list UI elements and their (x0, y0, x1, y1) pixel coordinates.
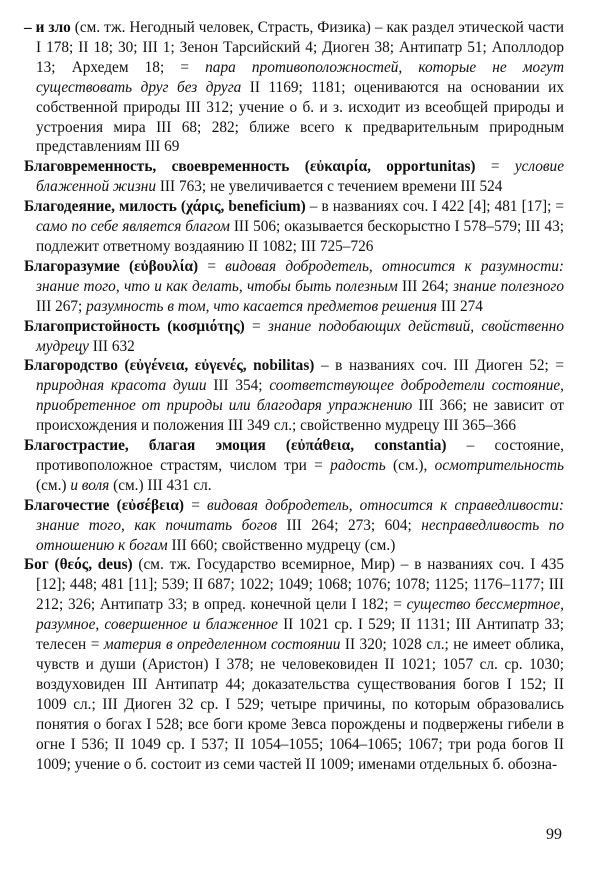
entry-text: II 1169; 1181; оцениваются на основании их собственной природы III 312; учение о б. и з. исходит из всеобщей природы и устроения мира III 68; 282; ближе всего к предварительным природным представлениям III 69 (36, 78, 564, 156)
entry-definition-italic: и воля (70, 476, 110, 494)
entry-definition-italic: соответствующее добродетели состояние, приобретенное от природы или благодаря упражнению (36, 377, 564, 415)
entry-text: III 366; не зависит от происхождения и положения III 349 сл.; свойственно мудрецу III 365–366 (36, 397, 564, 435)
entry-text: III 264; 273; 604; (277, 516, 422, 534)
entry-definition-italic: знание подобающих действий, свойственно мудрецу (36, 317, 564, 355)
entry-text: (см. тж. Государство всемирное, Мир) – в названиях соч. I 435 [12]; 448; 481 [11]; 539; II 687; 1022; 1049; 1068; 1076; 1078; 1125; 1176–1177; III 212; 326; Антипатр 33; в опред. конечной цели I 182; = (36, 556, 565, 614)
entry-definition-italic: радость (330, 456, 386, 474)
entry-headword: – и зло (24, 19, 71, 36)
entry-headword: Благострастие, благая эмоция (εὐπάθεια, constantia) (24, 437, 447, 455)
entry-definition-italic: разумность в том, что касается предметов решения (86, 297, 438, 315)
entry-definition-italic: материя в определенном состоянии (103, 636, 341, 654)
page-number: 99 (546, 826, 562, 843)
entry-headword: Благочестие (εὐσέβεια) (24, 496, 185, 514)
entry-definition-italic: существо бессмертное, разумное, совершенное и блаженное (36, 596, 564, 634)
entry-text: (см.) (36, 476, 71, 494)
dictionary-entry (24, 555, 564, 774)
entry-text: = (198, 257, 226, 275)
entry-text: III 354; (206, 377, 270, 395)
entry-text: III 660; свойственно мудрецу (см.) (167, 536, 396, 554)
entry-definition-italic: видовая добродетель, относится к разумности: знание того, что и как делать, чтобы быть полезным (36, 257, 564, 295)
entry-text: III 632 (88, 337, 135, 355)
dictionary-entry (24, 18, 564, 157)
entry-definition-italic: знание полезного (453, 277, 564, 295)
entry-headword: Благопристойность (κοσμιότης) (24, 317, 245, 335)
entry-text: = (475, 158, 515, 176)
entries-list (24, 18, 564, 774)
entry-text: III 506; оказывается бескорыстно I 578–579; III 43; подлежит ответному воздаянию II 1082; III 725–726 (36, 218, 564, 255)
entry-text: = (244, 317, 268, 335)
entry-definition-italic: само по себе является благом (36, 218, 230, 236)
entry-text: (см. тж. Негодный человек, Страсть, Физика) – как раздел этической части I 178; II 18; 30; III 1; Зенон Тарсийский 4; Диоген 38; Антипатр 51; Аполлодор 13; Архедем 18; = (36, 19, 564, 76)
entry-headword: Благоразумие (εὐβουλία) (24, 257, 199, 275)
entry-text: – состояние, противоположное страстям, числом три = (36, 437, 564, 474)
entry-text: (см.), (385, 456, 435, 474)
entry-definition-italic: видовая добродетель, относится к справедливости: знание того, как почитать богов (36, 496, 564, 534)
entry-text: III 264; (397, 277, 454, 295)
entry-definition-italic: пара противоположностей, которые не могут существовать друг без друга (36, 58, 565, 96)
entry-definition-italic: природная красота души (36, 377, 207, 395)
dictionary-entry (24, 157, 564, 197)
entry-text: III 267; (36, 297, 87, 315)
entry-headword: Благовременность, своевременность (εὐκαιρία, opportunitas) (24, 158, 476, 176)
entry-definition-italic: условие блаженной жизни (36, 158, 564, 196)
entry-text: III 763; не увеличивается с течением времени III 524 (156, 178, 503, 196)
entry-definition-italic: несправедливость по отношению к богам (36, 516, 564, 554)
entry-text: = (184, 496, 207, 514)
entry-text: – в названиях соч. I 422 [4]; 481 [17]; = (305, 198, 564, 216)
entry-headword: Бог (θεός, deus) (24, 556, 133, 574)
dictionary-entry (24, 317, 564, 357)
entry-text: (см.) III 431 сл. (109, 476, 212, 494)
dictionary-entry (24, 436, 564, 496)
dictionary-entry (24, 496, 564, 556)
entry-text: – в названиях соч. III Диоген 52; = (314, 357, 565, 375)
entry-headword: Благородство (εὐγένεια, εὐγενές, nobilitas) (24, 357, 315, 375)
entry-headword: Благодеяние, милость (χάρις, beneficium) (24, 198, 306, 216)
dictionary-entry (24, 356, 564, 436)
entry-definition-italic: осмотрительность (434, 456, 564, 474)
dictionary-entry (24, 257, 564, 317)
entry-text: III 274 (437, 297, 483, 315)
entry-text: II 1021 ср. I 529; II 1131; III Антипатр 33; телесен = (36, 616, 564, 654)
dictionary-entry (24, 197, 564, 257)
entry-text: II 320; 1028 сл.; не имеет облика, чувств и души (Аристон) I 378; не человековиден II 1021; 1057 сл. ср. 1030; воздуховиден III Антипатр 44; доказательства существования богов I 152; II 1009 сл.; III Диоген 32 ср. I 529; четыре причины, по которым образовались понятия о богах I 528; все боги кроме Зевса порождены и подвержены гибели в огне I 536; II 1049 ср. I 537; II 1054–1055; 1064–1065; 1067; три рода богов II 1009; учение о б. состоит из семи частей II 1009; именами отдельных б. обозна- (36, 636, 564, 773)
